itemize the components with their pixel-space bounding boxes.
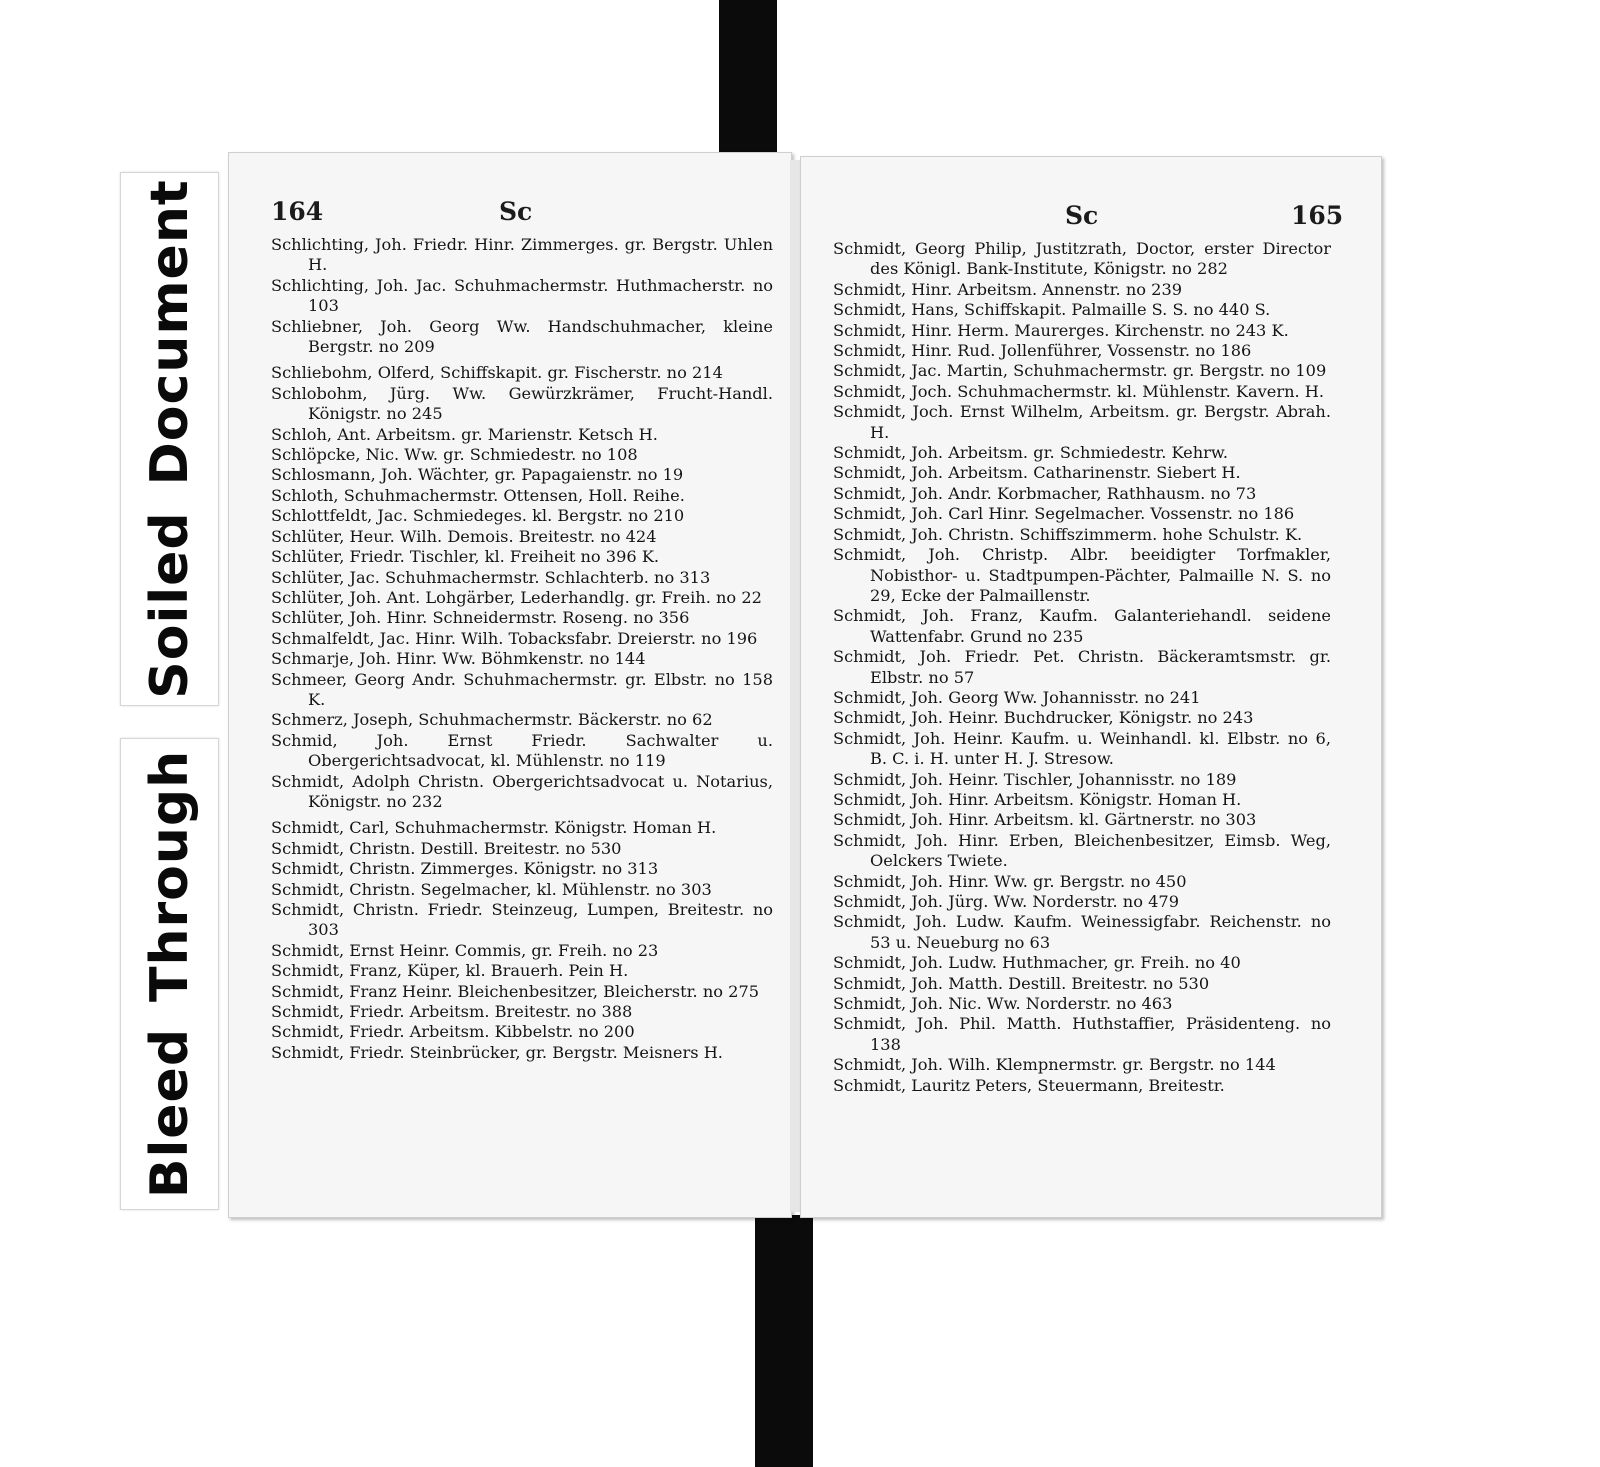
tab-word-bleed: Bleed: [139, 1027, 200, 1199]
directory-entry: Schmidt, Joh. Franz, Kaufm. Galanteriehandl. seidene Wattenfabr. Grund no 235: [833, 606, 1331, 646]
directory-entry: Schmeer, Georg Andr. Schuhmachermstr. gr. Elbstr. no 158 K.: [271, 669, 773, 709]
directory-entry: Schlichting, Joh. Jac. Schuhmachermstr. Huthmacherstr. no 103: [271, 275, 773, 316]
tab-label-bleed-through: [140, 750, 200, 1198]
directory-entry: Schmidt, Joh. Carl Hinr. Segelmacher. Vossenstr. no 186: [833, 504, 1295, 524]
directory-entry: Schmidt, Joh. Georg Ww. Johannisstr. no 241: [833, 687, 1201, 707]
tab-label-soiled-document: [140, 179, 200, 698]
directory-entry: Schmidt, Joh. Arbeitsm. gr. Schmiedestr. Kehrw.: [833, 443, 1229, 463]
directory-entry: Schmidt, Joch. Schuhmachermstr. kl. Mühlenstr. Kavern. H.: [833, 381, 1325, 401]
directory-entry: Schmidt, Joh. Phil. Matth. Huthstaffier, Präsidenteng. no 138: [833, 1014, 1331, 1054]
directory-entry: Schmidt, Jac. Martin, Schuhmachermstr. gr. Bergstr. no 109: [833, 361, 1327, 381]
directory-entry: Schmidt, Ernst Heinr. Commis, gr. Freih. no 23: [271, 940, 659, 960]
tab-bleed-through: [120, 738, 219, 1210]
directory-entry: Schmidt, Joh. Heinr. Buchdrucker, Königstr. no 243: [833, 708, 1254, 728]
directory-entry: Schmidt, Joh. Jürg. Ww. Norderstr. no 479: [833, 892, 1179, 911]
directory-entry: Schmidt, Christn. Zimmerges. Königstr. no 313: [271, 859, 659, 879]
directory-entry: Schmidt, Christn. Friedr. Steinzeug, Lumpen, Breitestr. no 303: [271, 900, 773, 940]
directory-entry: Schlobohm, Jürg. Ww. Gewürzkrämer, Frucht-Handl. Königstr. no 245: [271, 383, 773, 424]
directory-entry: Schlichting, Joh. Friedr. Hinr. Zimmerges. gr. Bergstr. Uhlen H.: [271, 235, 773, 275]
directory-entry: Schmidt, Joh. Wilh. Klempnermstr. gr. Bergstr. no 144: [833, 1055, 1276, 1075]
tab-word-soiled: Soiled: [139, 511, 200, 699]
binding-strap-bottom: [755, 1215, 813, 1467]
tab-soiled-document: [120, 172, 219, 706]
directory-entry: Schmidt, Lauritz Peters, Steuermann, Breitestr.: [833, 1075, 1225, 1095]
right-page-number: 165: [1291, 201, 1344, 230]
directory-entry: Schlüter, Jac. Schuhmachermstr. Schlachterb. no 313: [271, 567, 711, 587]
book-gutter: [790, 160, 800, 1212]
directory-entry: Schmidt, Joh. Ludw. Kaufm. Weinessigfabr. Reichenstr. no 53 u. Neueburg no 63: [833, 912, 1331, 952]
directory-entry: Schliebner, Joh. Georg Ww. Handschuhmacher, kleine Bergstr. no 209: [271, 316, 773, 357]
left-page: [228, 152, 792, 1218]
directory-entry: Schmidt, Joh. Hinr. Arbeitsm. Königstr. Homan H.: [833, 789, 1242, 809]
directory-entry: Schmalfeldt, Jac. Hinr. Wilh. Tobacksfabr. Dreierstr. no 196: [271, 628, 758, 648]
directory-entry: Schmidt, Georg Philip, Justitzrath, Doctor, erster Director des Königl. Bank-Institute, Königstr. no 282: [833, 239, 1331, 279]
directory-entry: Schmidt, Joh. Andr. Korbmacher, Rathhausm. no 73: [833, 483, 1257, 503]
directory-entry: Schmidt, Joh. Christp. Albr. beeidigter Torfmakler, Nobisthor- u. Stadtpumpen-Pächter, Palmaille N. S. no 29, Ecke der Palmaillenstr.: [833, 545, 1331, 605]
directory-entry: Schmidt, Friedr. Arbeitsm. Kibbelstr. no 200: [271, 1022, 635, 1042]
left-page-heading: Sc: [499, 197, 533, 226]
directory-entry: Schmidt, Joh. Christn. Schiffszimmerm. hohe Schulstr. K.: [833, 524, 1303, 544]
directory-entry: Schlüter, Heur. Wilh. Demois. Breitestr. no 424: [271, 526, 657, 546]
directory-entry: Schmidt, Joh. Heinr. Tischler, Johannisstr. no 189: [833, 769, 1237, 789]
directory-entry: Schmidt, Hinr. Rud. Jollenführer, Vossenstr. no 186: [833, 341, 1252, 361]
right-page: [800, 156, 1382, 1218]
directory-entry: Schlöpcke, Nic. Ww. gr. Schmiedestr. no 108: [271, 445, 638, 465]
right-page-header: [801, 201, 1381, 237]
directory-entry: Schmidt, Franz, Küper, kl. Brauerh. Pein H.: [271, 961, 629, 981]
directory-entry: Schmidt, Joh. Arbeitsm. Catharinenstr. Siebert H.: [833, 463, 1241, 483]
directory-entry: Schmidt, Joch. Ernst Wilhelm, Arbeitsm. gr. Bergstr. Abrah. H.: [833, 402, 1331, 442]
directory-entry: Schliebohm, Olferd, Schiffskapit. gr. Fischerstr. no 214: [271, 363, 723, 383]
directory-entry: Schmidt, Joh. Heinr. Kaufm. u. Weinhandl. kl. Elbstr. no 6, B. C. i. H. unter H. J. Stresow.: [833, 728, 1331, 769]
directory-entry: Schmidt, Joh. Hinr. Ww. gr. Bergstr. no 450: [833, 871, 1187, 891]
directory-entry: Schmidt, Adolph Christn. Obergerichtsadvocat u. Notarius, Königstr. no 232: [271, 771, 773, 811]
tab-word-document: Document: [139, 179, 200, 486]
directory-entry: Schmidt, Carl, Schuhmachermstr. Königstr. Homan H.: [271, 818, 717, 838]
directory-entry: Schlüter, Joh. Hinr. Schneidermstr. Roseng. no 356: [271, 608, 690, 628]
directory-entry: Schmidt, Franz Heinr. Bleichenbesitzer, Bleicherstr. no 275: [271, 981, 760, 1001]
directory-entry: Schlosmann, Joh. Wächter, gr. Papagaienstr. no 19: [271, 465, 684, 485]
directory-entry: Schmidt, Hinr. Arbeitsm. Annenstr. no 239: [833, 279, 1183, 299]
directory-entry: Schmidt, Joh. Friedr. Pet. Christn. Bäckeramtsmstr. gr. Elbstr. no 57: [833, 647, 1331, 687]
directory-entry: Schmidt, Christn. Destill. Breitestr. no 530: [271, 838, 622, 858]
directory-entry: Schmidt, Hinr. Herm. Maurerges. Kirchenstr. no 243 K.: [833, 320, 1289, 340]
directory-entry: Schmidt, Joh. Nic. Ww. Norderstr. no 463: [833, 994, 1173, 1014]
right-page-heading: Sc: [1065, 201, 1099, 230]
directory-entry: Schmidt, Joh. Ludw. Huthmacher, gr. Freih. no 40: [833, 953, 1241, 973]
directory-entry: Schmerz, Joseph, Schuhmachermstr. Bäckerstr. no 62: [271, 710, 713, 730]
left-page-number: 164: [271, 197, 324, 226]
directory-entry: Schmidt, Joh. Hinr. Erben, Bleichenbesitzer, Eimsb. Weg, Oelckers Twiete.: [833, 830, 1331, 871]
directory-entry: Schmidt, Christn. Segelmacher, kl. Mühlenstr. no 303: [271, 879, 712, 899]
right-page-entries: [833, 239, 1331, 1096]
directory-entry: Schmidt, Joh. Matth. Destill. Breitestr. no 530: [833, 973, 1210, 993]
directory-entry: Schmidt, Joh. Hinr. Arbeitsm. kl. Gärtnerstr. no 303: [833, 810, 1257, 830]
directory-entry: Schloth, Schuhmachermstr. Ottensen, Holl. Reihe.: [271, 485, 685, 505]
binding-strap-top: [719, 0, 777, 160]
directory-entry: Schlüter, Joh. Ant. Lohgärber, Lederhandlg. gr. Freih. no 22: [271, 587, 762, 607]
directory-entry: Schmidt, Friedr. Arbeitsm. Breitestr. no 388: [271, 1002, 633, 1022]
directory-entry: Schloh, Ant. Arbeitsm. gr. Marienstr. Ketsch H.: [271, 424, 658, 444]
directory-entry: Schmidt, Friedr. Steinbrücker, gr. Bergstr. Meisners H.: [271, 1042, 723, 1062]
directory-entry: Schlottfeldt, Jac. Schmiedeges. kl. Bergstr. no 210: [271, 506, 685, 526]
left-page-entries: [271, 235, 773, 1063]
directory-entry: Schmidt, Hans, Schiffskapit. Palmaille S. S. no 440 S.: [833, 300, 1271, 320]
directory-entry: Schmarje, Joh. Hinr. Ww. Böhmkenstr. no 144: [271, 649, 646, 669]
tab-word-through: Through: [139, 749, 200, 1002]
left-page-header: [229, 197, 791, 233]
directory-entry: Schmid, Joh. Ernst Friedr. Sachwalter u. Obergerichtsadvocat, kl. Mühlenstr. no 119: [271, 730, 773, 771]
directory-entry: Schlüter, Friedr. Tischler, kl. Freiheit no 396 K.: [271, 547, 660, 567]
